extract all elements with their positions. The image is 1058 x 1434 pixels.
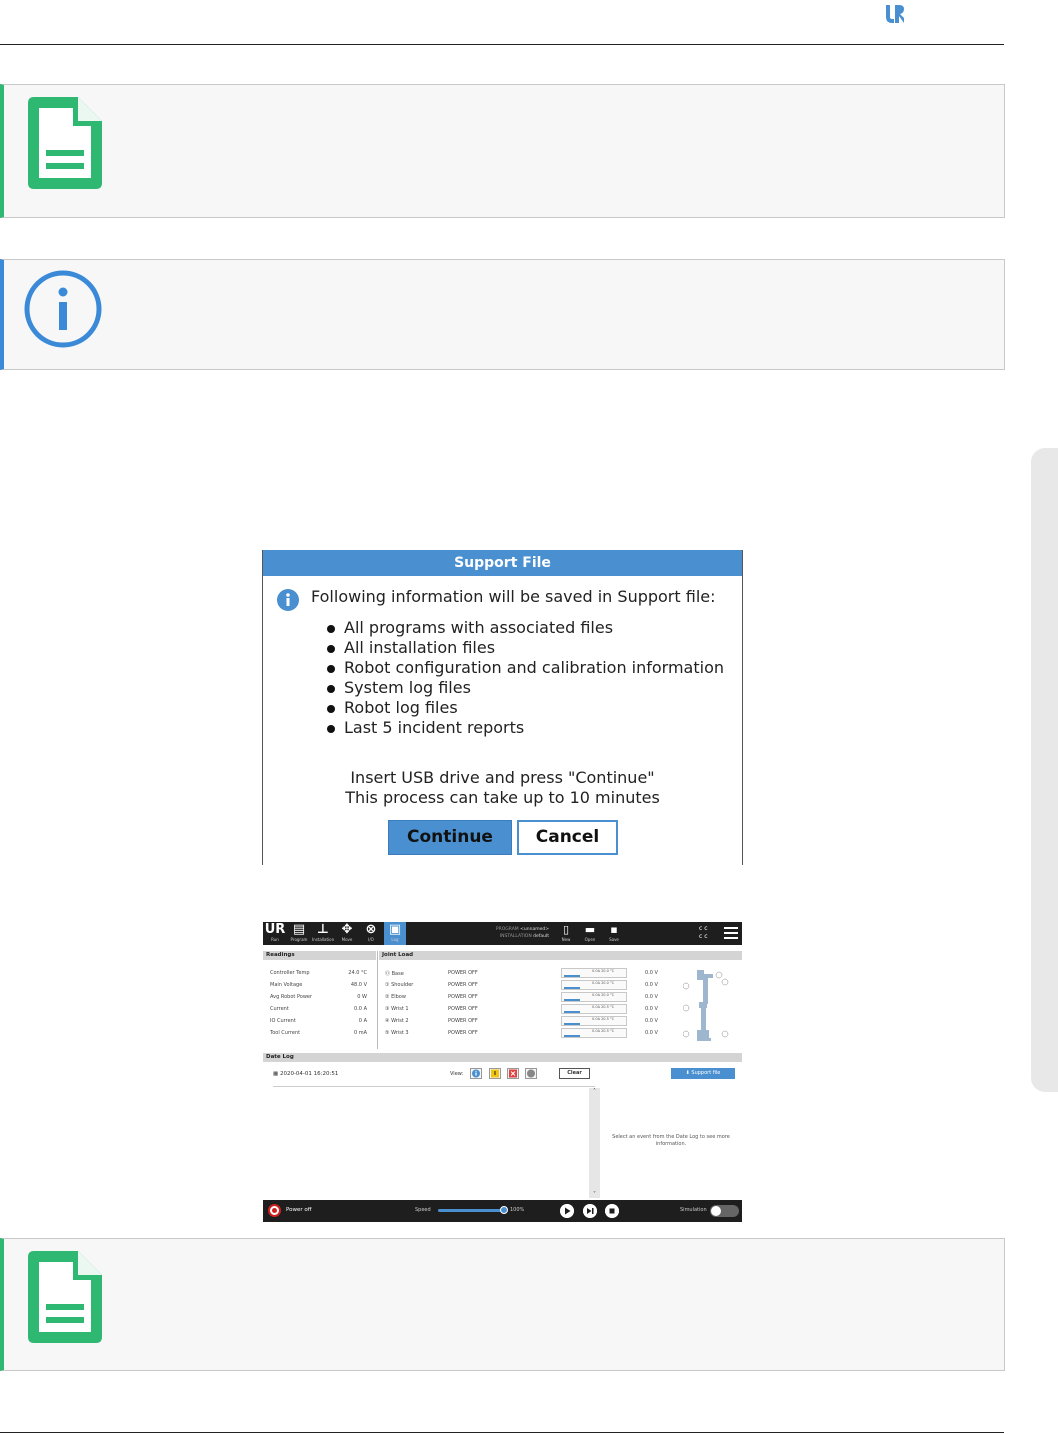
list-item: All programs with associated files: [327, 618, 724, 638]
simulation-label: Simulation: [680, 1207, 707, 1213]
joint-name: ④ Wrist 2: [385, 1018, 409, 1024]
joint-load-bar: [561, 968, 627, 978]
speed-label: Speed: [415, 1207, 431, 1213]
date-log-header: Date Log: [263, 1053, 742, 1062]
joint-status: POWER OFF: [448, 970, 478, 976]
note-callout: [0, 1238, 1005, 1371]
support-file-dialog: [262, 550, 743, 865]
nav-io[interactable]: ⊗ I/O: [365, 922, 377, 942]
nav-move[interactable]: ✥ Move: [341, 922, 353, 942]
reading-label: Controller Temp: [270, 970, 310, 976]
power-label[interactable]: Power off: [286, 1207, 312, 1213]
stop-icon[interactable]: [605, 1204, 619, 1218]
reading-row: [270, 982, 370, 988]
duration-text: This process can take up to 10 minutes: [345, 788, 660, 807]
joint-name: ③ Wrist 1: [385, 1006, 409, 1012]
joint-load-fill: [564, 1035, 580, 1037]
reading-row: [270, 994, 370, 1000]
scroll-down-icon[interactable]: ˅: [593, 1191, 596, 1198]
speed-slider[interactable]: [438, 1209, 506, 1212]
note-icon: [26, 95, 104, 191]
joint-load-text: 0.0A 20.5 °C: [592, 1017, 615, 1021]
open-file-button[interactable]: ▬ Open: [584, 923, 596, 942]
reading-label: Current: [270, 1006, 289, 1012]
list-item: Last 5 incident reports: [327, 718, 724, 738]
control-icon[interactable]: c c c c: [699, 925, 708, 940]
simulation-toggle[interactable]: [710, 1205, 739, 1217]
joint-name: ① Shoulder: [385, 982, 414, 988]
joint-load-bar: [561, 1028, 627, 1038]
scrollbar[interactable]: [589, 1088, 600, 1198]
joint-name: ② Elbow: [385, 994, 406, 1000]
new-file-button[interactable]: ▯ New: [561, 923, 571, 942]
joint-voltage: 0.0 V: [645, 1006, 658, 1012]
robot-arm-diagram: [683, 968, 733, 1046]
clear-button[interactable]: Clear: [559, 1068, 590, 1079]
joint-load-fill: [564, 987, 580, 989]
top-bar: [263, 922, 742, 945]
speed-slider-handle[interactable]: [500, 1206, 508, 1214]
list-item: System log files: [327, 678, 724, 698]
nav-log[interactable]: ▣ Log: [384, 922, 406, 945]
joint-voltage: 0.0 V: [645, 994, 658, 1000]
joint-voltage: 0.0 V: [645, 1018, 658, 1024]
reading-label: IO Current: [270, 1018, 296, 1024]
filter-info-button[interactable]: [470, 1068, 482, 1079]
ur-logo-icon: [884, 3, 906, 25]
support-file-button[interactable]: ⬇ Support file: [671, 1068, 735, 1079]
program-info: PROGRAM <unnamed> INSTALLATION default: [495, 927, 549, 939]
scroll-up-icon[interactable]: ˄: [593, 1088, 596, 1095]
reading-value: 48.0 V: [350, 982, 367, 988]
list-item: All installation files: [327, 638, 724, 658]
joint-status: POWER OFF: [448, 982, 478, 988]
log-separator: [273, 1086, 595, 1087]
filter-warning-button[interactable]: [489, 1068, 501, 1079]
reading-value: 0 mA: [353, 1030, 367, 1036]
info-icon: [23, 269, 103, 349]
bottom-bar: [263, 1200, 742, 1222]
gear-icon: [526, 1069, 536, 1078]
saved-items-list: [327, 618, 724, 738]
dialog-heading: Following information will be saved in Support file:: [311, 587, 716, 606]
joint-load-bar: [561, 1004, 627, 1014]
joint-load-fill: [564, 975, 580, 977]
error-icon: [508, 1069, 518, 1078]
filter-other-button[interactable]: [525, 1068, 537, 1079]
reading-label: Avg Robot Power: [270, 994, 313, 1000]
dialog-title: Support File: [263, 550, 742, 576]
reading-value: 0 A: [358, 1018, 367, 1024]
save-file-button[interactable]: ▪ Save: [609, 923, 619, 942]
joint-load-bar: [561, 1016, 627, 1026]
list-item: Robot configuration and calibration information: [327, 658, 724, 678]
joint-status: POWER OFF: [448, 1030, 478, 1036]
joint-status: POWER OFF: [448, 1018, 478, 1024]
note-icon: [26, 1249, 104, 1345]
power-icon[interactable]: [268, 1204, 281, 1217]
info-icon: [471, 1069, 481, 1078]
header-rule: [0, 44, 1004, 45]
section-divider: [377, 951, 378, 1049]
log-screen: [263, 922, 742, 1222]
joint-load-text: 0.0A 20.5 °C: [592, 1029, 615, 1033]
joint-name: ⓪ Base: [385, 971, 404, 977]
warning-icon: [490, 1069, 500, 1078]
step-icon[interactable]: [583, 1204, 597, 1218]
date-entry[interactable]: ▦ 2020-04-01 16:20:51: [273, 1071, 339, 1077]
joint-voltage: 0.0 V: [645, 982, 658, 988]
view-label: View:: [450, 1071, 464, 1077]
joint-load-text: 0.0A 20.0 °C: [592, 981, 615, 985]
continue-button[interactable]: Continue: [388, 820, 512, 855]
joint-load-fill: [564, 999, 580, 1001]
reading-value: 0.0 A: [354, 1006, 367, 1012]
joint-load-text: 0.0A 20.0 °C: [592, 993, 615, 997]
reading-row: [270, 1018, 370, 1024]
joint-load-fill: [564, 1011, 580, 1013]
reading-row: [270, 1030, 370, 1036]
speed-value: 100%: [510, 1207, 525, 1213]
reading-label: Tool Current: [270, 1030, 301, 1036]
nav-run[interactable]: UR Run: [264, 922, 286, 942]
joint-load-bar: [561, 980, 627, 990]
list-item: Robot log files: [327, 698, 724, 718]
reading-value: 0 W: [357, 994, 367, 1000]
joint-voltage: 0.0 V: [645, 1030, 658, 1036]
joint-load-bar: [561, 992, 627, 1002]
instruction-text: Insert USB drive and press "Continue": [350, 768, 655, 787]
info-icon: [277, 589, 299, 611]
joint-load-text: 0.0A 20.0 °C: [592, 969, 615, 973]
menu-icon[interactable]: [724, 927, 738, 939]
joint-name: ⑤ Wrist 3: [385, 1030, 409, 1036]
event-detail-text: Select an event from the Date Log to see more information.: [612, 1134, 730, 1147]
joint-load-header: Joint Load: [379, 951, 742, 960]
joint-status: POWER OFF: [448, 994, 478, 1000]
reading-value: 24.0 °C: [348, 970, 367, 976]
side-tab: [1031, 448, 1058, 1092]
joint-load-fill: [564, 1023, 580, 1025]
reading-row: [270, 1006, 370, 1012]
cancel-button[interactable]: Cancel: [517, 820, 618, 855]
reading-row: [270, 970, 370, 976]
joint-voltage: 0.0 V: [645, 970, 658, 976]
nav-installation[interactable]: ⊥ Installation: [312, 922, 335, 942]
joint-status: POWER OFF: [448, 1006, 478, 1012]
note-callout: [0, 84, 1005, 218]
filter-error-button[interactable]: [507, 1068, 519, 1079]
readings-header: Readings: [263, 951, 376, 960]
reading-label: Main Voltage: [270, 982, 303, 988]
info-callout: [0, 259, 1005, 370]
nav-program[interactable]: ▤ Program: [290, 922, 308, 942]
footer-rule: [0, 1432, 1004, 1433]
joint-load-text: 0.0A 20.5 °C: [592, 1005, 615, 1009]
play-icon[interactable]: [560, 1204, 574, 1218]
